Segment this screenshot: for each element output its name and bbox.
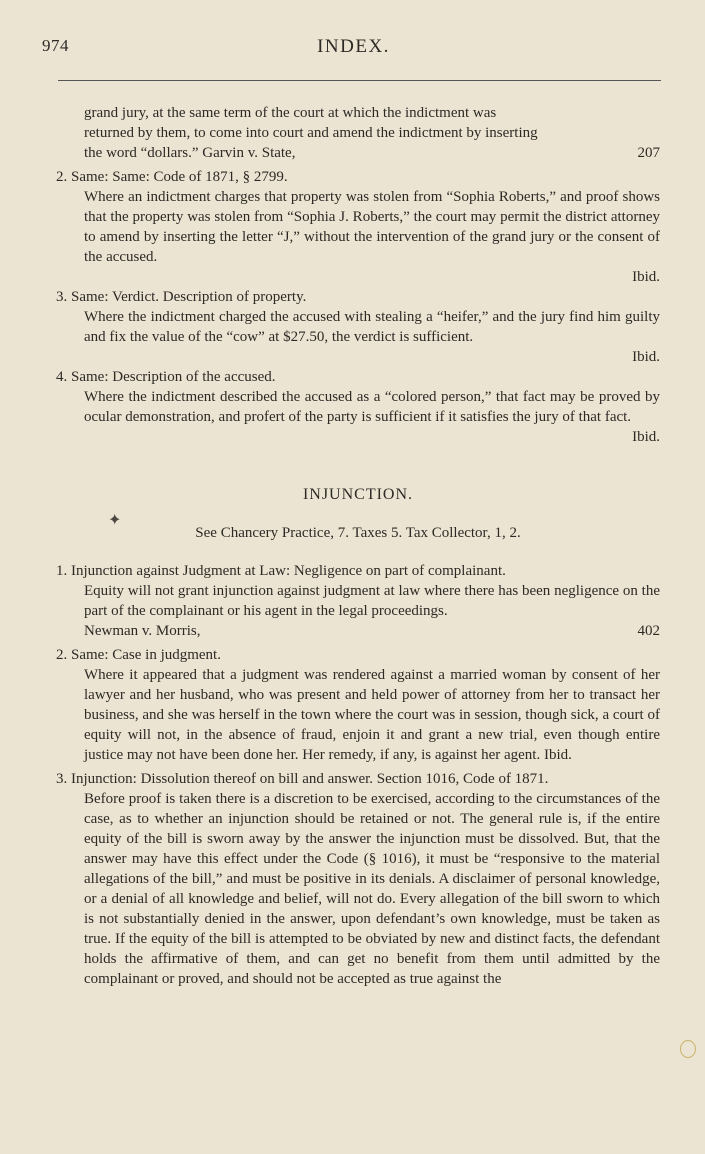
inj-entry-2-heading: 2. Same: Case in judgment. [56,647,221,663]
entry-2-heading: 2. Same: Same: Code of 1871, § 2799. [56,169,288,185]
page-content [56,103,660,989]
entry-3-heading: 3. Same: Verdict. Description of property. [56,289,307,305]
running-title: INDEX. [317,36,390,57]
ink-mark-icon: ✦ [108,512,122,529]
binding-hole-icon [680,1040,696,1058]
entry-3-cite: Ibid. [632,349,660,365]
entry-4-heading: 4. Same: Description of the accused. [56,369,276,385]
page-number: 974 [42,36,69,55]
entry-2-cite: Ibid. [632,269,660,285]
inj-entry-2-cite: Ibid. [543,747,572,763]
inj-entry-1-page-ref: 402 [637,623,660,639]
continued-entry [56,103,660,163]
entry-3-body: Where the indictment charged the accused with stealing a “heifer,” and the jury find him guilty and fix the value of the “cow” at $27.50, the verdict is sufficient. [84,309,660,345]
entry-2-body: Where an indictment charges that property was stolen from “Sophia Roberts,” and proof shows that the property was stolen from “Sophia J. Roberts,” the court may permit the district attorney to amend by inserting the letter “J,” without the intervention of the grand jury or the consent of the accused. [84,189,660,265]
inj-entry-2-text: Where it appeared that a judgment was rendered against a married woman by consent of her lawyer and her husband, who was present and held power of attorney from her to transact her business, and she was herself in the town where the court was in session, though sick, a court of equity will not, in the absence of fraud, enjoin it and grant a new trial, even though entire justice may not have been done her. Her remedy, if any, is against her agent. [84,667,660,763]
section-title: INJUNCTION. [302,486,414,503]
inj-entry-1-case-line [56,621,660,641]
inj-entry-1-body: Equity will not grant injunction against judgment at law where there has been negligence on the part of the complainant or his agent in the legal proceedings. [84,583,660,619]
intro-page-ref: 207 [637,145,660,161]
intro-case: the word “dollars.” Garvin v. State, [84,145,296,161]
inj-entry-1-case: Newman v. Morris, [84,623,201,639]
see-also-line: See Chancery Practice, 7. Taxes 5. Tax Collector, 1, 2. [195,525,521,541]
header-rule [58,80,661,81]
intro-line-1: grand jury, at the same term of the court at which the indictment was [84,105,497,121]
entry-4-cite: Ibid. [632,429,660,445]
inj-entry-3-body: Before proof is taken there is a discretion to be exercised, according to the circumstances of the case, as to whether an injunction should be retained or not. The general rule is, if the entire equity of the bill is sworn away by the answer the injunction must be dissolved. But, that the answer may have this effect under the Code (§ 1016), it must be “responsive to the material allegations of the bill,” and must be positive in its denials. A disclaimer of personal knowledge, or a denial of all knowledge and belief, will not do. Every allegation of the bill sworn to which is not substantially denied in the answer, upon defendant’s own knowledge, must be taken as true. If the equity of the bill is attempted to be obviated by new and distinct facts, the defendant holds the affirmative of them, and can get no benefit from them until admitted by the complainant or proved, and should not be accepted as true against the [84,791,660,987]
intro-line-2: returned by them, to come into court and amend the indictment by inserting [84,125,538,141]
page-header [42,36,665,66]
intro-case-line [84,143,660,163]
inj-entry-1-heading: 1. Injunction against Judgment at Law: Negligence on part of complainant. [56,563,506,579]
inj-entry-3-heading: 3. Injunction: Dissolution thereof on bill and answer. Section 1016, Code of 1871. [56,771,549,787]
entry-4-body: Where the indictment described the accused as a “colored person,” that fact may be proved by ocular demonstration, and profert of the party is sufficient if it satisfies the jury of that fact. [84,389,660,425]
inj-entry-2-body [56,665,660,765]
